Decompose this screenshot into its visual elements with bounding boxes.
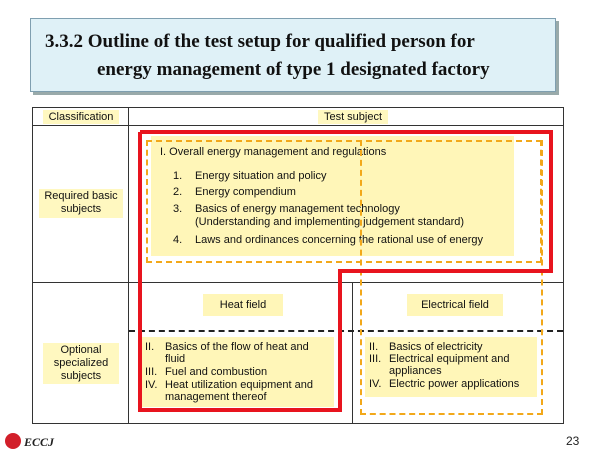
- section-1-item: (Understanding and implementing judgement standard): [195, 216, 465, 228]
- section-1-item: Energy situation and policy: [195, 170, 327, 182]
- header-test-subject: Test subject: [318, 110, 388, 124]
- electrical-field-label: Electrical field: [421, 299, 489, 311]
- heat-field-label: Heat field: [219, 299, 267, 311]
- section-1-item-num: 4.: [173, 234, 183, 246]
- title-line-1: 3.3.2 Outline of the test setup for qualified person for: [45, 31, 475, 52]
- label-required-basic: Required basic subjects: [39, 189, 123, 218]
- section-1-item: Laws and ordinances concerning the rational use of energy: [195, 234, 484, 246]
- title-line-2: energy management of type 1 designated factory: [97, 59, 490, 80]
- eccj-logo-text: ECCJ: [24, 435, 55, 449]
- heat-item: management thereof: [165, 391, 267, 403]
- electrical-item: Electric power applications: [389, 378, 520, 390]
- heat-item: Heat utilization equipment and: [165, 379, 313, 391]
- heat-item: fluid: [165, 353, 186, 365]
- electrical-item: appliances: [389, 365, 442, 377]
- electrical-item-num: II.: [369, 341, 379, 353]
- electrical-item: Electrical equipment and: [389, 353, 510, 365]
- electrical-item-num: IV.: [369, 378, 382, 390]
- heat-item-num: III.: [145, 366, 158, 378]
- section-1-item: Basics of energy management technology: [195, 203, 400, 215]
- section-1-item-num: 3.: [173, 203, 183, 215]
- section-1-item: Energy compendium: [195, 186, 296, 198]
- heat-item: Fuel and combustion: [165, 366, 268, 378]
- eccj-logo-icon: [5, 433, 21, 449]
- section-1-item-num: 1.: [173, 170, 183, 182]
- electrical-item-num: III.: [369, 353, 382, 365]
- heat-item-num: II.: [145, 341, 155, 353]
- heat-item: Basics of the flow of heat and: [165, 341, 309, 353]
- heat-item-num: IV.: [145, 379, 158, 391]
- label-optional-specialized: Optional specialized subjects: [43, 343, 119, 384]
- section-1-heading: I. Overall energy management and regulations: [160, 146, 387, 158]
- electrical-item: Basics of electricity: [389, 341, 483, 353]
- section-1-item-num: 2.: [173, 186, 183, 198]
- header-classification: Classification: [43, 110, 119, 124]
- page-number: 23: [566, 434, 580, 448]
